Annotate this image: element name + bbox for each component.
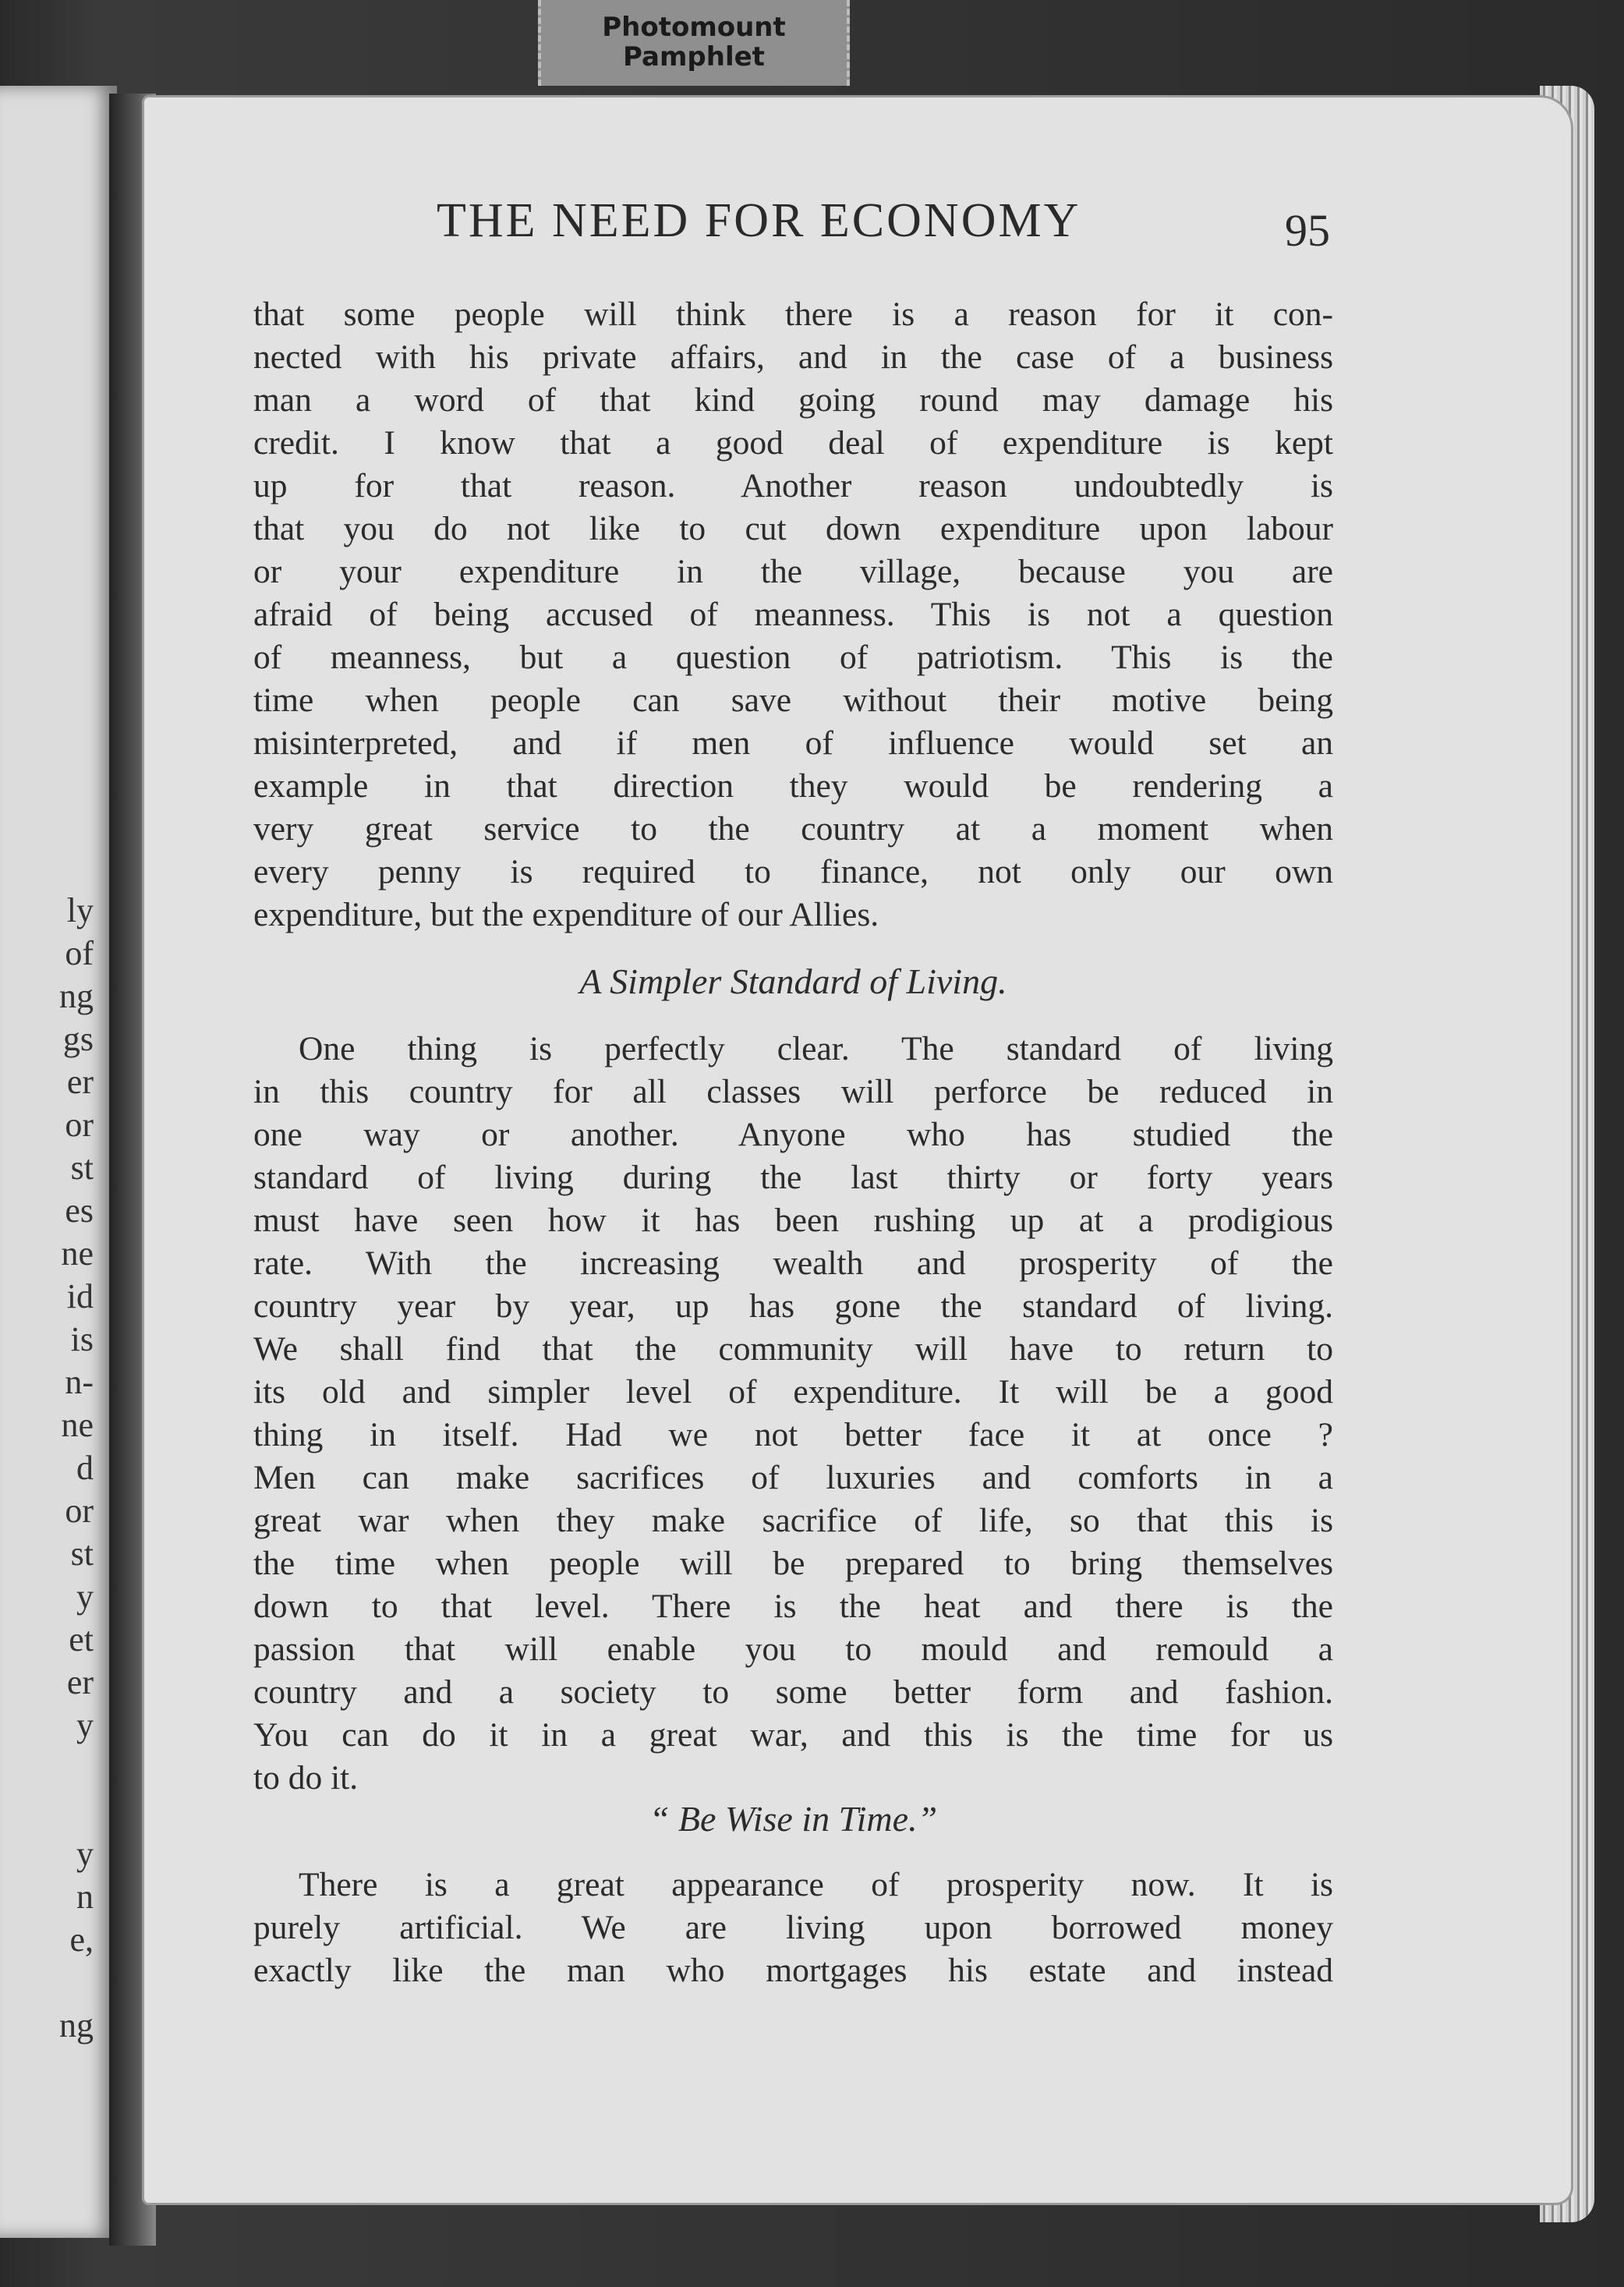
left-fragment: es <box>65 1191 94 1230</box>
left-fragment <box>0 1961 94 2004</box>
photomount-label <box>538 0 850 86</box>
text-line: up for that reason. Another reason undoubtedly is <box>253 467 1333 504</box>
left-fragment: y <box>76 1835 94 1873</box>
label-line-1: Photomount <box>602 12 786 43</box>
text-line: or your expenditure in the village, because you are <box>253 553 1333 590</box>
text-line: one way or another. Anyone who has studied the <box>253 1116 1333 1153</box>
text-line: country year by year, up has gone the standard of living. <box>253 1287 1333 1325</box>
left-fragment: n <box>76 1878 94 1916</box>
left-fragment: gs <box>62 1020 94 1058</box>
text-line: afraid of being accused of meanness. This is not a question <box>253 596 1333 633</box>
text-line: expenditure, but the expenditure of our Allies. <box>253 896 879 933</box>
text-line: man a word of that kind going round may damage his <box>253 381 1333 419</box>
left-fragment: y <box>76 1577 94 1616</box>
text-line: example in that direction they would be rendering a <box>253 767 1333 805</box>
text-line: One thing is perfectly clear. The standard of living <box>299 1030 1333 1067</box>
left-fragment: et <box>69 1620 94 1659</box>
text-line: You can do it in a great war, and this is the time for us <box>253 1716 1333 1754</box>
text-line: to do it. <box>253 1759 359 1797</box>
left-fragment: y <box>76 1706 94 1744</box>
left-fragment: ly <box>66 891 94 929</box>
left-fragment: er <box>66 1663 94 1701</box>
paragraph-2 <box>253 1028 1333 1800</box>
left-fragment: of <box>65 934 94 972</box>
left-fragment: st <box>70 1149 94 1187</box>
left-fragment <box>0 1790 94 1832</box>
left-fragment <box>0 1747 94 1790</box>
left-fragment: id <box>66 1277 94 1315</box>
text-line: great war when they make sacrifice of life, so that this is <box>253 1502 1333 1539</box>
text-line: nected with his private affairs, and in the case of a business <box>253 338 1333 376</box>
subheading-be-wise: “ Be Wise in Time.” <box>649 1799 938 1839</box>
text-line: rate. With the increasing wealth and prosperity of the <box>253 1244 1333 1282</box>
text-line: There is a great appearance of prosperity now. It is <box>299 1866 1333 1903</box>
paragraph-1 <box>253 293 1333 936</box>
text-line: of meanness, but a question of patriotism. This is the <box>253 639 1333 676</box>
text-line: passion that will enable you to mould and remould a <box>253 1630 1333 1668</box>
text-line: misinterpreted, and if men of influence would set an <box>253 724 1333 762</box>
text-line: thing in itself. Had we not better face it at once ? <box>253 1416 1333 1453</box>
left-facing-page <box>0 86 117 2238</box>
left-page-text-fragments <box>0 889 94 2047</box>
paragraph-3 <box>253 1864 1333 1992</box>
left-fragment: st <box>70 1535 94 1573</box>
label-line-2: Pamphlet <box>623 41 765 73</box>
left-fragment: or <box>65 1492 94 1530</box>
text-line: its old and simpler level of expenditure. It will be a good <box>253 1373 1333 1411</box>
page-number: 95 <box>1285 205 1330 256</box>
text-line: exactly like the man who mortgages his estate and instead <box>253 1952 1333 1989</box>
text-line: that you do not like to cut down expenditure upon labour <box>253 510 1333 547</box>
left-fragment: er <box>66 1063 94 1101</box>
text-line: that some people will think there is a reason for it con- <box>253 296 1333 333</box>
text-line: must have seen how it has been rushing up at a prodigious <box>253 1202 1333 1239</box>
text-line: in this country for all classes will perforce be reduced in <box>253 1073 1333 1110</box>
text-line: every penny is required to finance, not only our own <box>253 853 1333 890</box>
text-line: down to that level. There is the heat and there is the <box>253 1588 1333 1625</box>
text-line: Men can make sacrifices of luxuries and comforts in a <box>253 1459 1333 1496</box>
left-fragment: ne <box>61 1406 94 1444</box>
running-header: THE NEED FOR ECONOMY <box>437 194 1081 247</box>
text-line: purely artificial. We are living upon borrowed money <box>253 1909 1333 1946</box>
subheading-simpler-standard: A Simpler Standard of Living. <box>579 961 1007 1001</box>
left-fragment: or <box>65 1106 94 1144</box>
text-line: country and a society to some better form and fashion. <box>253 1673 1333 1711</box>
text-line: standard of living during the last thirty or forty years <box>253 1159 1333 1196</box>
text-line: We shall find that the community will have to return to <box>253 1330 1333 1368</box>
left-fragment: n- <box>65 1363 94 1401</box>
left-fragment: ng <box>59 977 94 1015</box>
left-fragment: d <box>76 1449 94 1487</box>
text-line: very great service to the country at a moment when <box>253 810 1333 848</box>
text-line: time when people can save without their motive being <box>253 681 1333 719</box>
left-fragment: e, <box>69 1921 94 1959</box>
text-line: credit. I know that a good deal of expenditure is kept <box>253 424 1333 462</box>
left-fragment: ng <box>59 2006 94 2044</box>
left-fragment: is <box>70 1320 94 1358</box>
text-line: the time when people will be prepared to bring themselves <box>253 1545 1333 1582</box>
left-fragment: ne <box>61 1234 94 1273</box>
